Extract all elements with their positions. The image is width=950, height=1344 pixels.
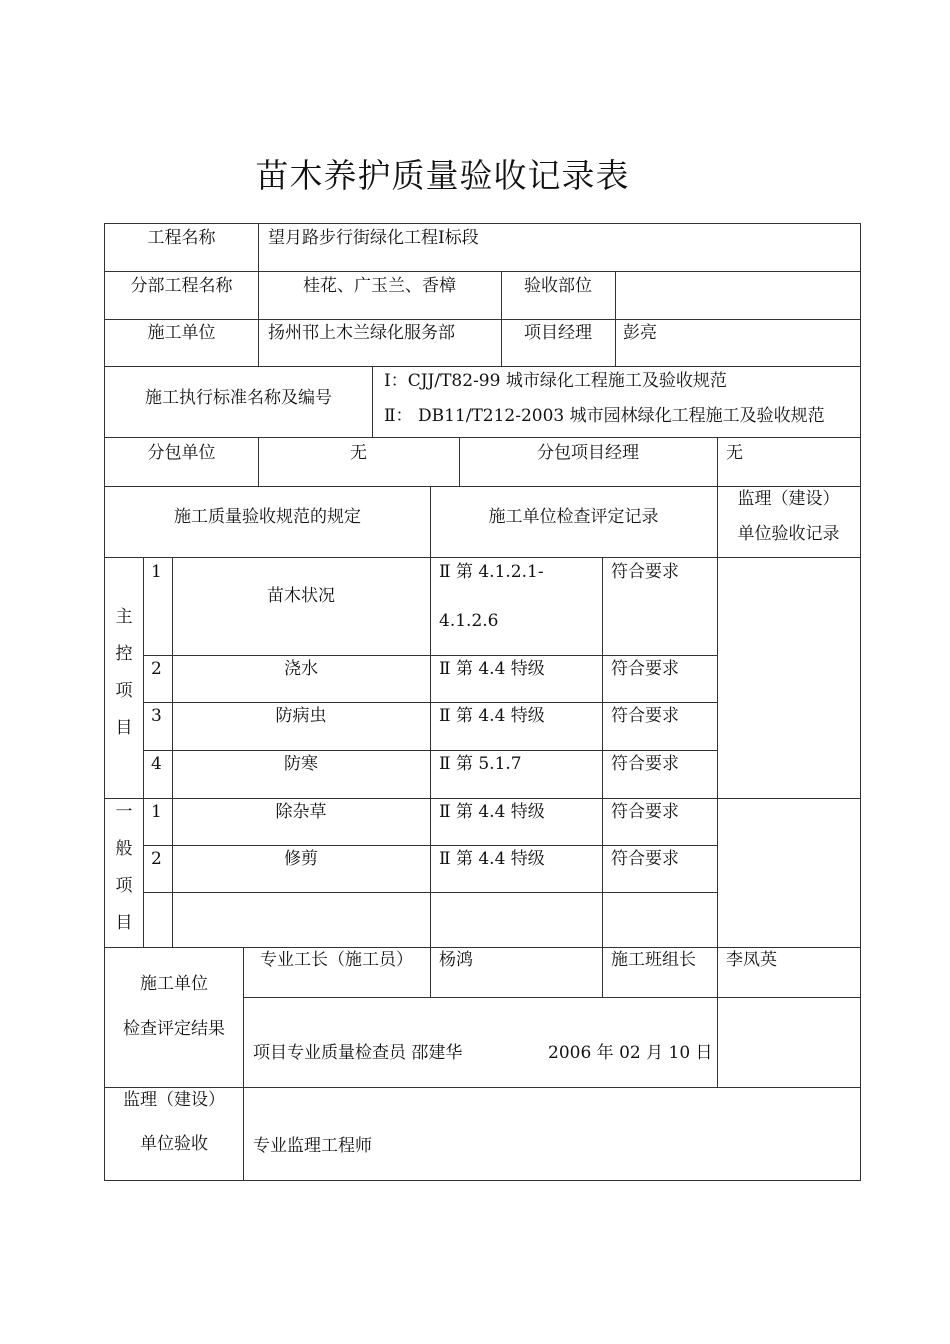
contractor-value: 扬州邗上木兰绿化服务部 <box>268 323 455 343</box>
item-result: 符合要求 <box>611 706 679 726</box>
standard-line-2: Ⅱ： DB11/T212-2003 城市园林绿化工程施工及验收规范 <box>384 406 825 426</box>
result-label-line-1: 施工单位 <box>140 974 208 994</box>
supervision-label-line-1: 监理（建设） <box>123 1090 225 1110</box>
item-result: 符合要求 <box>611 849 679 869</box>
supervising-engineer-label: 专业监理工程师 <box>253 1136 372 1156</box>
item-name: 苗木状况 <box>267 586 335 606</box>
main-items-label-char: 主 <box>115 607 133 627</box>
project-name-value: 望月路步行街绿化工程Ⅰ标段 <box>268 228 479 248</box>
item-name: 浇水 <box>284 659 318 679</box>
item-reference: Ⅱ 第 4.4 特级 <box>439 849 545 869</box>
item-number: 4 <box>151 754 162 774</box>
item-result: 符合要求 <box>611 754 679 774</box>
project-manager-value: 彭亮 <box>623 323 657 343</box>
result-label-line-2: 检查评定结果 <box>123 1019 225 1039</box>
team-leader-label: 施工班组长 <box>611 950 696 970</box>
subproject-label: 分部工程名称 <box>130 276 233 296</box>
general-items-label-char: 般 <box>115 839 133 859</box>
item-reference: Ⅱ 第 4.4 特级 <box>439 802 545 822</box>
item-number: 2 <box>151 659 162 679</box>
sub-manager-label: 分包项目经理 <box>537 443 639 463</box>
supervisor-header-line-1: 监理（建设） <box>737 489 840 509</box>
contractor-label: 施工单位 <box>147 323 216 343</box>
subcontractor-label: 分包单位 <box>147 443 216 463</box>
spec-header: 施工质量验收规范的规定 <box>174 507 361 527</box>
item-result: 符合要求 <box>611 659 679 679</box>
item-number: 1 <box>151 562 162 582</box>
project-name-label: 工程名称 <box>147 228 216 248</box>
supervisor-header-line-2: 单位验收记录 <box>737 524 840 544</box>
supervision-label-line-2: 单位验收 <box>140 1134 208 1154</box>
project-manager-label: 项目经理 <box>524 323 592 343</box>
item-reference: Ⅱ 第 5.1.7 <box>439 754 522 774</box>
item-reference-line-1: Ⅱ 第 4.1.2.1- <box>439 562 544 582</box>
item-reference: Ⅱ 第 4.4 特级 <box>439 659 545 679</box>
page-title: 苗木养护质量验收记录表 <box>255 156 630 195</box>
foreman-value: 杨鸿 <box>439 950 473 970</box>
acceptance-part-label: 验收部位 <box>524 276 592 296</box>
item-number: 2 <box>151 849 162 869</box>
item-result: 符合要求 <box>611 802 679 822</box>
item-result: 符合要求 <box>611 562 679 582</box>
check-header: 施工单位检查评定记录 <box>488 507 659 527</box>
subcontractor-value: 无 <box>350 443 367 463</box>
item-reference-line-2: 4.1.2.6 <box>439 611 499 631</box>
item-name: 修剪 <box>284 849 318 869</box>
main-items-label-char: 项 <box>115 681 133 701</box>
item-reference: Ⅱ 第 4.4 特级 <box>439 706 545 726</box>
item-number: 1 <box>151 802 162 822</box>
general-items-label-char: 目 <box>115 913 133 933</box>
standard-label: 施工执行标准名称及编号 <box>145 388 332 408</box>
general-items-label-char: 项 <box>115 876 133 896</box>
item-name: 防病虫 <box>275 706 327 726</box>
sub-manager-value: 无 <box>726 443 743 463</box>
subproject-value: 桂花、广玉兰、香樟 <box>303 276 456 296</box>
item-name: 除杂草 <box>275 802 327 822</box>
quality-inspector-text: 项目专业质量检查员 邵建华 <box>253 1043 463 1063</box>
main-items-label-char: 目 <box>115 718 133 738</box>
item-number: 3 <box>151 706 162 726</box>
main-items-label-char: 控 <box>115 644 133 664</box>
foreman-label: 专业工长（施工员） <box>260 950 413 970</box>
standard-line-1: Ⅰ：CJJ/T82-99 城市绿化工程施工及验收规范 <box>384 371 727 391</box>
team-leader-value: 李凤英 <box>726 950 777 970</box>
inspection-date: 2006 年 02 月 10 日 <box>548 1043 713 1063</box>
acceptance-table <box>104 223 861 1181</box>
item-name: 防寒 <box>284 754 318 774</box>
general-items-label-char: 一 <box>115 802 133 822</box>
